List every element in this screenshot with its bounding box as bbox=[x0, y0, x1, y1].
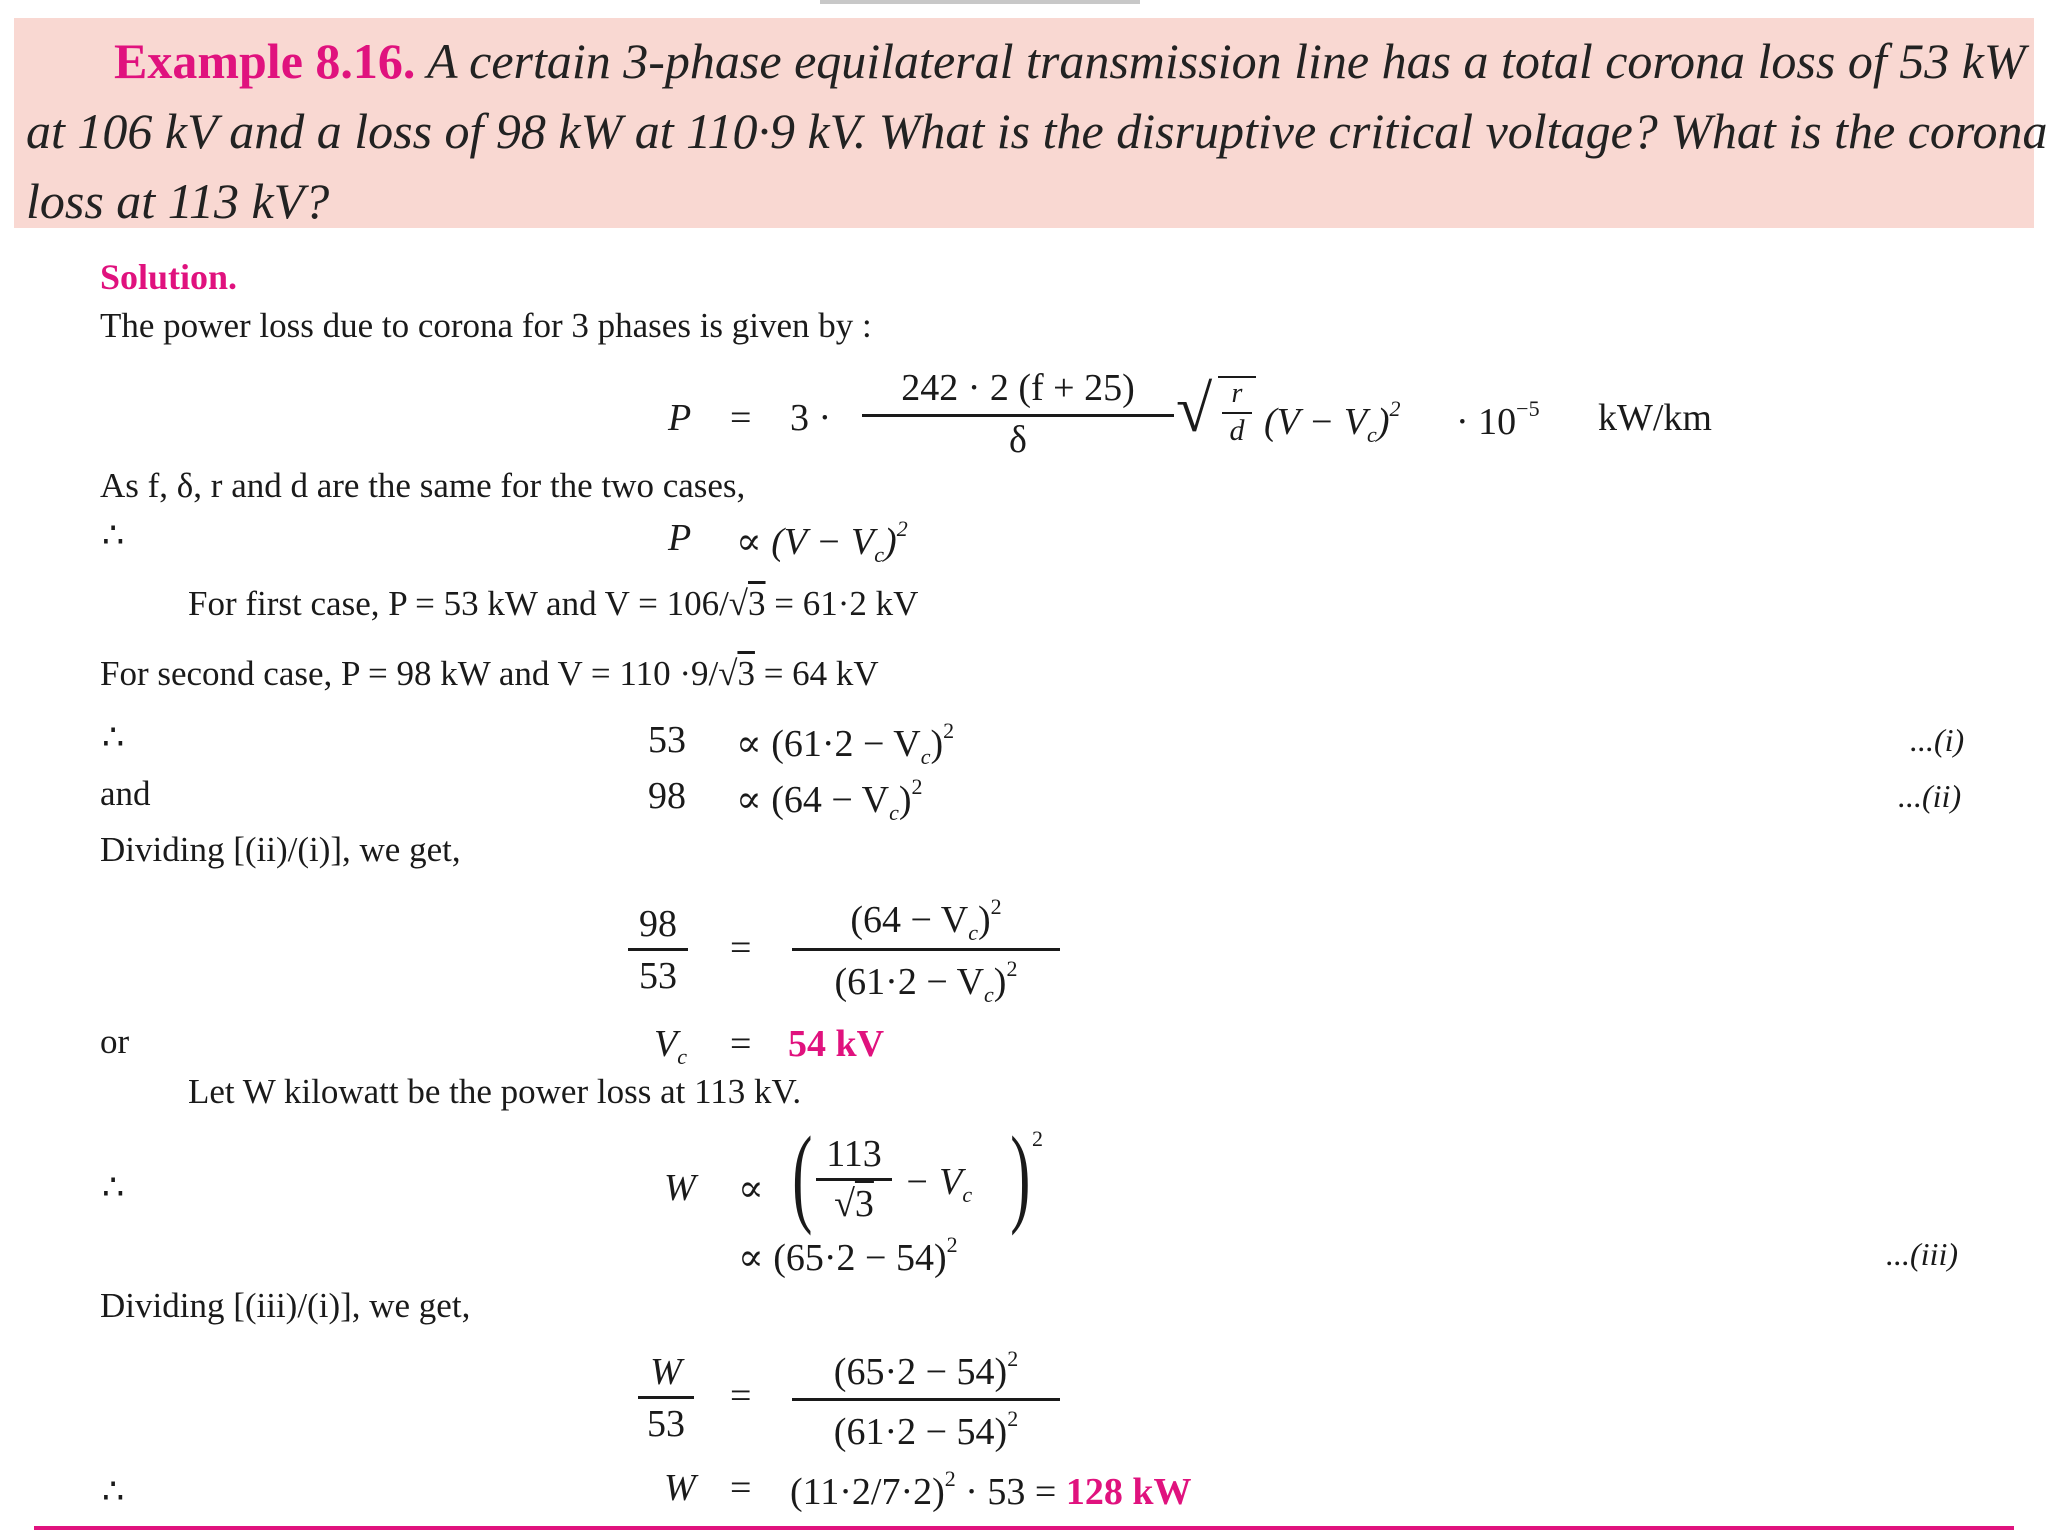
w-prop: ∝ bbox=[738, 1168, 764, 1210]
w-ratio-bar-right bbox=[792, 1398, 1060, 1401]
final-lhs: W bbox=[664, 1467, 696, 1509]
eq-ii-lhs: 98 bbox=[648, 775, 686, 817]
w-ratio-rden: $(61\cdot 2 - 54)^2$ bbox=[833, 1406, 1019, 1453]
eq1-root-num: r bbox=[1231, 378, 1243, 409]
w-ratio-equals: = bbox=[730, 1375, 752, 1417]
eq1-root-den: d bbox=[1229, 414, 1245, 447]
second-case: For second case, P = 98 kW and V = 110 ·9/√3 = 64 kV bbox=[100, 654, 879, 693]
sqrt-icon: √ bbox=[1176, 373, 1213, 446]
right-paren-icon: ) bbox=[1010, 1114, 1031, 1236]
solution-heading: Solution. bbox=[100, 257, 238, 297]
let-w-text: Let W kilowatt be the power loss at 113 kV. bbox=[188, 1072, 802, 1111]
example-line-3: loss at 113 kV? bbox=[26, 173, 330, 229]
prop1-lhs: P bbox=[668, 517, 692, 559]
or-label: or bbox=[100, 1022, 130, 1061]
w-line2: ∝ $(65\cdot 2 - 54)^2$ bbox=[738, 1232, 958, 1279]
prop1-rhs: ∝ $(V - V_c)^2$ bbox=[736, 516, 908, 567]
w-ratio-den: 53 bbox=[647, 1403, 685, 1445]
eq1-fraction-bar bbox=[862, 414, 1174, 417]
eq1-numerator: 242 · 2 (f + 25) bbox=[901, 367, 1135, 409]
w-minus-vc: − $V_c$ bbox=[904, 1161, 973, 1207]
eq-i-lhs: 53 bbox=[648, 719, 686, 761]
eq1-power: · $10^{-5}$ bbox=[1456, 396, 1540, 443]
vc-result: 54 kV bbox=[788, 1023, 885, 1065]
eq-i-rhs: ∝ $(61\cdot 2 - V_c)^2$ bbox=[736, 718, 955, 769]
sqrt-icon: √ bbox=[834, 1183, 855, 1225]
final-equals: = bbox=[730, 1467, 752, 1509]
eq-iii-number: ...(iii) bbox=[1886, 1236, 1958, 1272]
sqrt-icon: √ bbox=[718, 654, 738, 693]
dividing-text-1: Dividing [(ii)/(i)], we get, bbox=[100, 830, 461, 869]
w-frac-bar bbox=[816, 1178, 892, 1181]
intro-text: The power loss due to corona for 3 phases is given by : bbox=[100, 306, 872, 345]
ratio-num: 98 bbox=[639, 903, 677, 945]
ratio-rden: $(61\cdot 2 - V_c)^2$ bbox=[834, 956, 1018, 1007]
example-text-1: A certain 3-phase equilateral transmission line has a total corona loss of 53 kW bbox=[427, 33, 2026, 89]
example-line-1 bbox=[114, 32, 2026, 90]
therefore-symbol-4: ∴ bbox=[102, 1472, 125, 1511]
dividing-text-2: Dividing [(iii)/(i)], we get, bbox=[100, 1286, 471, 1325]
bottom-divider bbox=[34, 1526, 2014, 1530]
vc-lhs: $V_c$ bbox=[654, 1023, 687, 1069]
therefore-symbol-1: ∴ bbox=[102, 516, 125, 555]
first-case: For first case, P = 53 kW and V = 106/√3 = 61·2 kV bbox=[188, 584, 919, 623]
eq1-factor: 3 · bbox=[790, 397, 832, 439]
ratio-rnum: $(64 - V_c)^2$ bbox=[850, 894, 1002, 945]
therefore-symbol-2: ∴ bbox=[102, 718, 125, 757]
sqrt-icon: √ bbox=[728, 584, 749, 623]
top-divider bbox=[820, 0, 1140, 4]
eq-ii-rhs: ∝ $(64 - V_c)^2$ bbox=[736, 774, 923, 825]
w-square: 2 bbox=[1032, 1126, 1043, 1151]
and-label: and bbox=[100, 774, 151, 813]
w-frac-den: √3 bbox=[834, 1183, 874, 1225]
therefore-symbol-3: ∴ bbox=[102, 1168, 125, 1207]
eq1-term: $(V - V_c)^2$ bbox=[1264, 396, 1401, 447]
ratio-bar-left bbox=[628, 948, 688, 951]
left-paren-icon: ( bbox=[792, 1114, 813, 1236]
w-lhs: W bbox=[664, 1167, 696, 1209]
w-ratio-rnum: $(65\cdot 2 - 54)^2$ bbox=[833, 1346, 1019, 1393]
final-result: 128 kW bbox=[1065, 1471, 1192, 1513]
eq1-unit: kW/km bbox=[1598, 397, 1712, 439]
example-box bbox=[14, 18, 2048, 229]
example-line-2: at 106 kV and a loss of 98 kW at 110·9 kV. What is the disruptive critical voltage? What is the corona bbox=[26, 103, 2048, 159]
eq-i-number: ...(i) bbox=[1910, 722, 1965, 758]
eq-ii-number: ...(ii) bbox=[1898, 778, 1962, 814]
example-label: Example 8.16. bbox=[114, 33, 416, 89]
eq1-equals: = bbox=[730, 397, 752, 439]
eq1-lhs: P bbox=[668, 397, 692, 439]
ratio-bar-right bbox=[792, 948, 1060, 951]
final-expression: $(11\cdot 2/7\cdot 2)^2 \cdot 53 = 128$ kW bbox=[790, 1466, 1192, 1513]
w-ratio-bar-left bbox=[638, 1396, 694, 1399]
w-frac-num: 113 bbox=[826, 1133, 882, 1175]
w-ratio-num: W bbox=[650, 1351, 682, 1393]
eq1-denominator: δ bbox=[1009, 419, 1027, 461]
ratio-equals: = bbox=[730, 927, 752, 969]
ratio-den: 53 bbox=[639, 955, 677, 997]
vc-equals: = bbox=[730, 1023, 752, 1065]
same-cases-text: As f, δ, r and d are the same for the two cases, bbox=[100, 466, 746, 505]
